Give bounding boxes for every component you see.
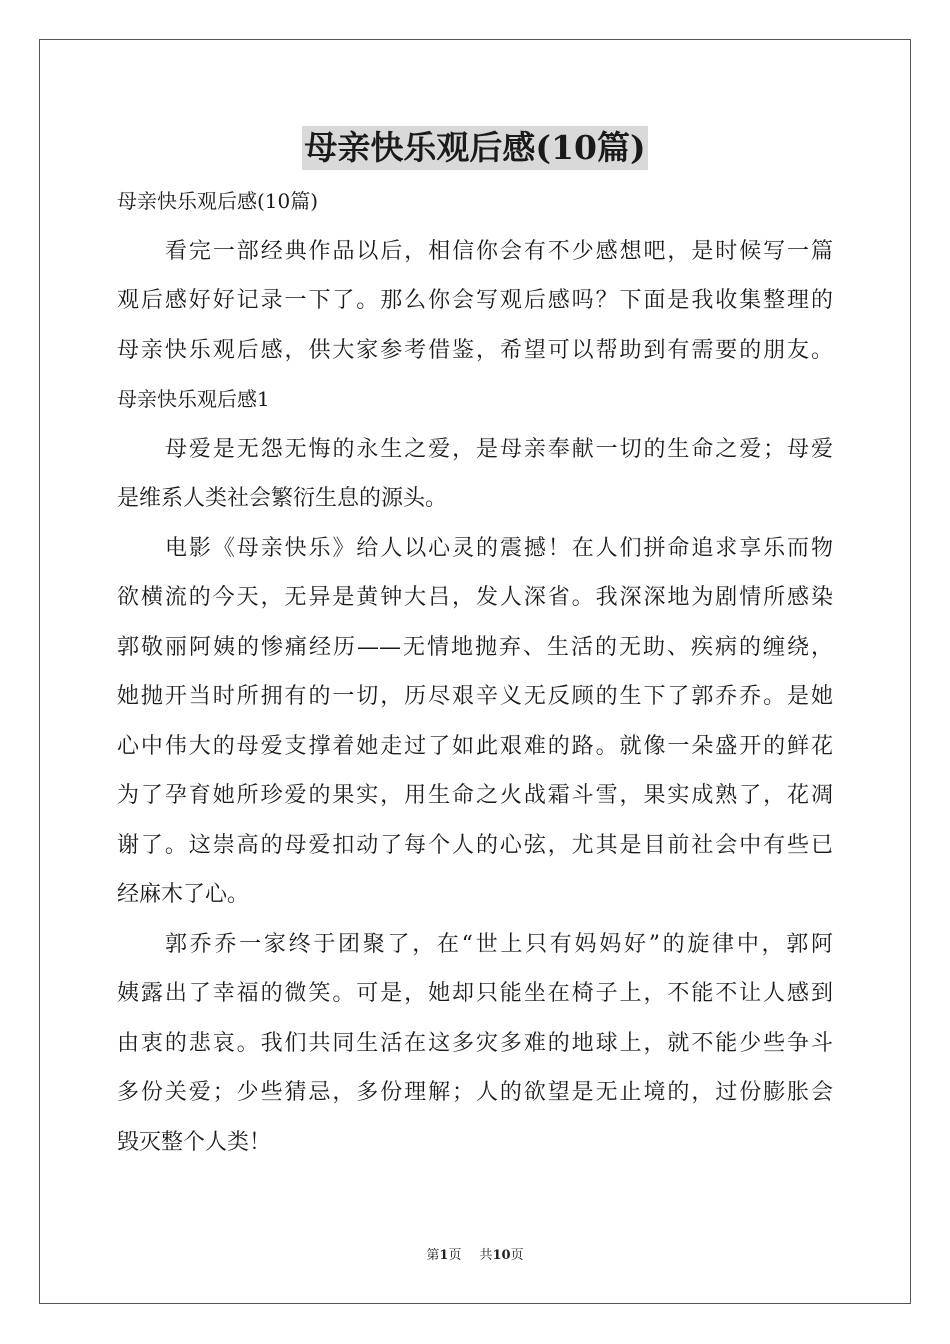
text-line: 毁灭整个人类！ [117, 1129, 272, 1155]
total-suffix: 页 [510, 1248, 524, 1263]
text-line: 谢了。这崇高的母爱扣动了每个人的心弦，尤其是目前社会中有些已 [117, 832, 833, 858]
text-line: 是维系人类社会繁衍生息的源头。 [117, 486, 448, 511]
text-line: 她抛开当时所拥有的一切，历尽艰辛义无反顾的生下了郭乔乔。是她 [117, 684, 833, 709]
text-line: 看完一部经典作品以后，相信你会有不少感想吧，是时候写一篇 [165, 238, 833, 264]
text-line: 母亲快乐观后感1 [117, 387, 270, 411]
page-prefix: 第 [426, 1248, 440, 1263]
text-line: 欲横流的今天，无异是黄钟大吕，发人深省。我深深地为剧情所感染 [117, 585, 833, 610]
document-subtitle: 母亲快乐观后感(10篇) [117, 189, 319, 213]
title-container [0, 126, 950, 170]
text-line: 姨露出了幸福的微笑。可是，她却只能坐在椅子上，不能不让人感到 [117, 981, 833, 1006]
text-line: 多份关爱；少些猜忌，多份理解；人的欲望是无止境的，过份膨胀会 [117, 1080, 833, 1105]
text-line: 为了孕育她所珍爱的果实，用生命之火战霜斗雪，果实成熟了，花凋 [117, 783, 833, 808]
text-line: 观后感好好记录一下了。那么你会写观后感吗？下面是我收集整理的 [117, 288, 833, 313]
text-line: 经麻木了心。 [117, 882, 250, 907]
text-line: 郭乔乔一家终于团聚了，在“世上只有妈妈好”的旋律中，郭阿 [165, 931, 833, 957]
text-line: 由衷的悲哀。我们共同生活在这多灾多难的地球上，就不能少些争斗 [117, 1030, 833, 1056]
page-footer [0, 1247, 950, 1265]
document-title: 母亲快乐观后感(10篇) [302, 126, 647, 170]
page-suffix: 页 [448, 1248, 462, 1263]
text-line: 电影《母亲快乐》给人以心灵的震撼！在人们拼命追求享乐而物 [165, 535, 833, 561]
page-number: 1 [439, 1248, 449, 1263]
total-prefix: 共 [479, 1248, 493, 1263]
document-body [117, 177, 833, 1167]
paragraph-lines [117, 227, 833, 1168]
text-line: 郭敬丽阿姨的惨痛经历——无情地抛弃、生活的无助、疾病的缠绕， [117, 634, 833, 660]
text-line: 心中伟大的母爱支撑着她走过了如此艰难的路。就像一朵盛开的鲜花 [117, 733, 833, 759]
text-line: 母爱是无怨无悔的永生之爱，是母亲奉献一切的生命之爱；母爱 [165, 436, 833, 462]
text-line: 母亲快乐观后感，供大家参考借鉴，希望可以帮助到有需要的朋友。 [117, 337, 833, 363]
total-pages: 10 [492, 1248, 511, 1263]
